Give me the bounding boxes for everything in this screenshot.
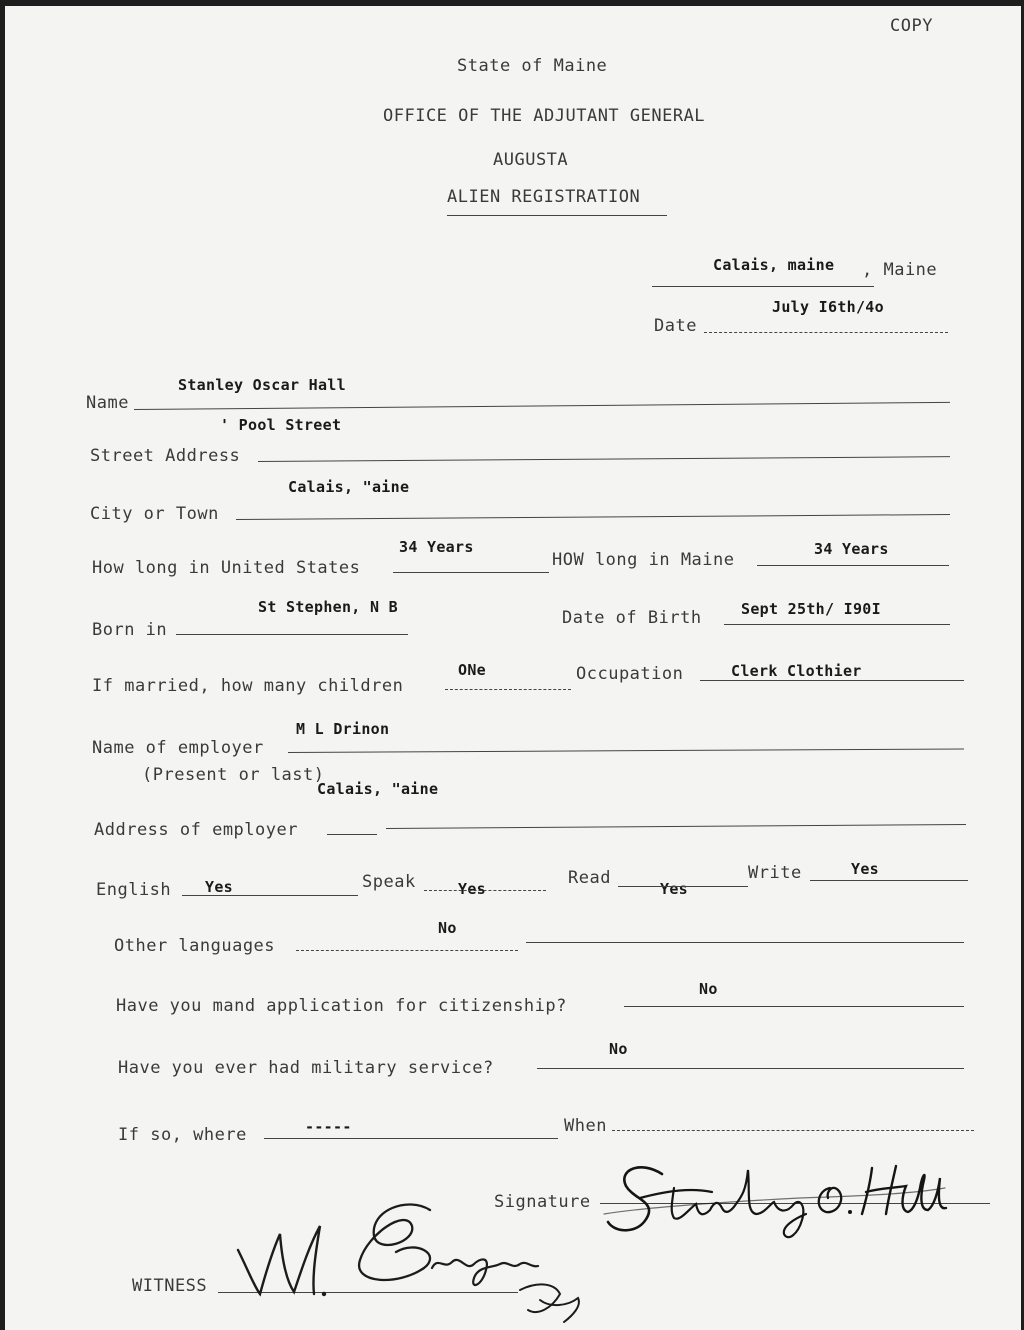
employer-address-line-a — [327, 834, 377, 835]
employer-value: M L Drinon — [296, 720, 390, 738]
children-value: ONe — [458, 661, 486, 679]
years-maine-line — [757, 565, 949, 566]
citizenship-line — [624, 1006, 964, 1007]
employer-address-label: Address of employer — [94, 820, 298, 840]
years-us-line — [393, 572, 549, 573]
employer-label: Name of employer — [92, 738, 264, 758]
date-value: July I6th/4o — [772, 298, 884, 316]
citizenship-label: Have you mand application for citizenship? — [116, 996, 567, 1016]
employer-line — [288, 748, 964, 753]
born-in-value: St Stephen, N B — [258, 598, 398, 616]
occupation-line — [700, 680, 964, 681]
signature-handwriting — [600, 1148, 950, 1248]
place-line — [652, 286, 874, 287]
write-line — [810, 880, 968, 881]
witness-handwriting — [220, 1190, 600, 1328]
read-value: Yes — [660, 880, 688, 898]
name-line — [134, 402, 950, 410]
title-underline — [447, 215, 667, 216]
employer-address-line-b — [386, 824, 966, 829]
speak-value: Yes — [458, 880, 486, 898]
dob-value: Sept 25th/ I90I — [741, 600, 881, 618]
dob-line — [724, 624, 950, 625]
city-value: Calais, "aine — [288, 478, 410, 496]
military-label: Have you ever had military service? — [118, 1058, 494, 1078]
english-line — [182, 895, 358, 896]
years-maine-label: HOW long in Maine — [552, 550, 735, 570]
years-us-value: 34 Years — [399, 538, 474, 556]
street-value: ' Pool Street — [220, 416, 342, 434]
name-value: Stanley Oscar Hall — [178, 376, 346, 394]
where-line — [264, 1138, 558, 1139]
when-line — [612, 1130, 974, 1131]
years-maine-value: 34 Years — [814, 540, 889, 558]
english-label: English — [96, 880, 172, 900]
born-in-line — [176, 634, 408, 635]
name-label: Name — [86, 393, 129, 413]
write-value: Yes — [851, 860, 879, 878]
employer-sub-label: (Present or last) — [142, 765, 325, 785]
military-line — [537, 1068, 964, 1069]
children-line — [445, 689, 571, 690]
city-heading: AUGUSTA — [493, 150, 569, 170]
speak-label: Speak — [362, 872, 416, 892]
years-us-label: How long in United States — [92, 558, 361, 578]
speak-line — [424, 890, 546, 891]
date-line — [704, 332, 948, 333]
office-heading: OFFICE OF THE ADJUTANT GENERAL — [383, 106, 706, 126]
other-languages-label: Other languages — [114, 936, 276, 956]
english-value: Yes — [205, 878, 233, 896]
write-label: Write — [748, 863, 802, 883]
when-label: When — [564, 1116, 607, 1136]
copy-mark: COPY — [890, 16, 933, 36]
occupation-value: Clerk Clothier — [731, 662, 862, 680]
where-label: If so, where — [118, 1125, 247, 1145]
witness-label: WITNESS — [132, 1276, 208, 1296]
where-value: ----- — [305, 1118, 352, 1136]
date-label: Date — [654, 316, 697, 336]
street-line — [258, 456, 950, 462]
read-line — [618, 886, 748, 887]
scan-border-top — [0, 0, 1024, 6]
city-line — [236, 514, 950, 520]
read-label: Read — [568, 868, 611, 888]
street-label: Street Address — [90, 446, 241, 466]
other-languages-line-a — [296, 950, 518, 951]
other-languages-value: No — [438, 919, 457, 937]
employer-address-value: Calais, "aine — [317, 780, 439, 798]
dob-label: Date of Birth — [562, 608, 702, 628]
occupation-label: Occupation — [576, 664, 684, 684]
state-heading: State of Maine — [457, 56, 608, 76]
born-in-label: Born in — [92, 620, 168, 640]
form-title: ALIEN REGISTRATION — [447, 187, 641, 207]
citizenship-value: No — [699, 980, 718, 998]
place-value: Calais, maine — [713, 256, 835, 274]
other-languages-line-b — [526, 942, 964, 943]
children-label: If married, how many children — [92, 676, 404, 696]
signature-label: Signature — [494, 1192, 591, 1212]
place-suffix: , Maine — [862, 260, 938, 280]
scan-border-left — [0, 0, 5, 1330]
military-value: No — [609, 1040, 628, 1058]
city-label: City or Town — [90, 504, 219, 524]
